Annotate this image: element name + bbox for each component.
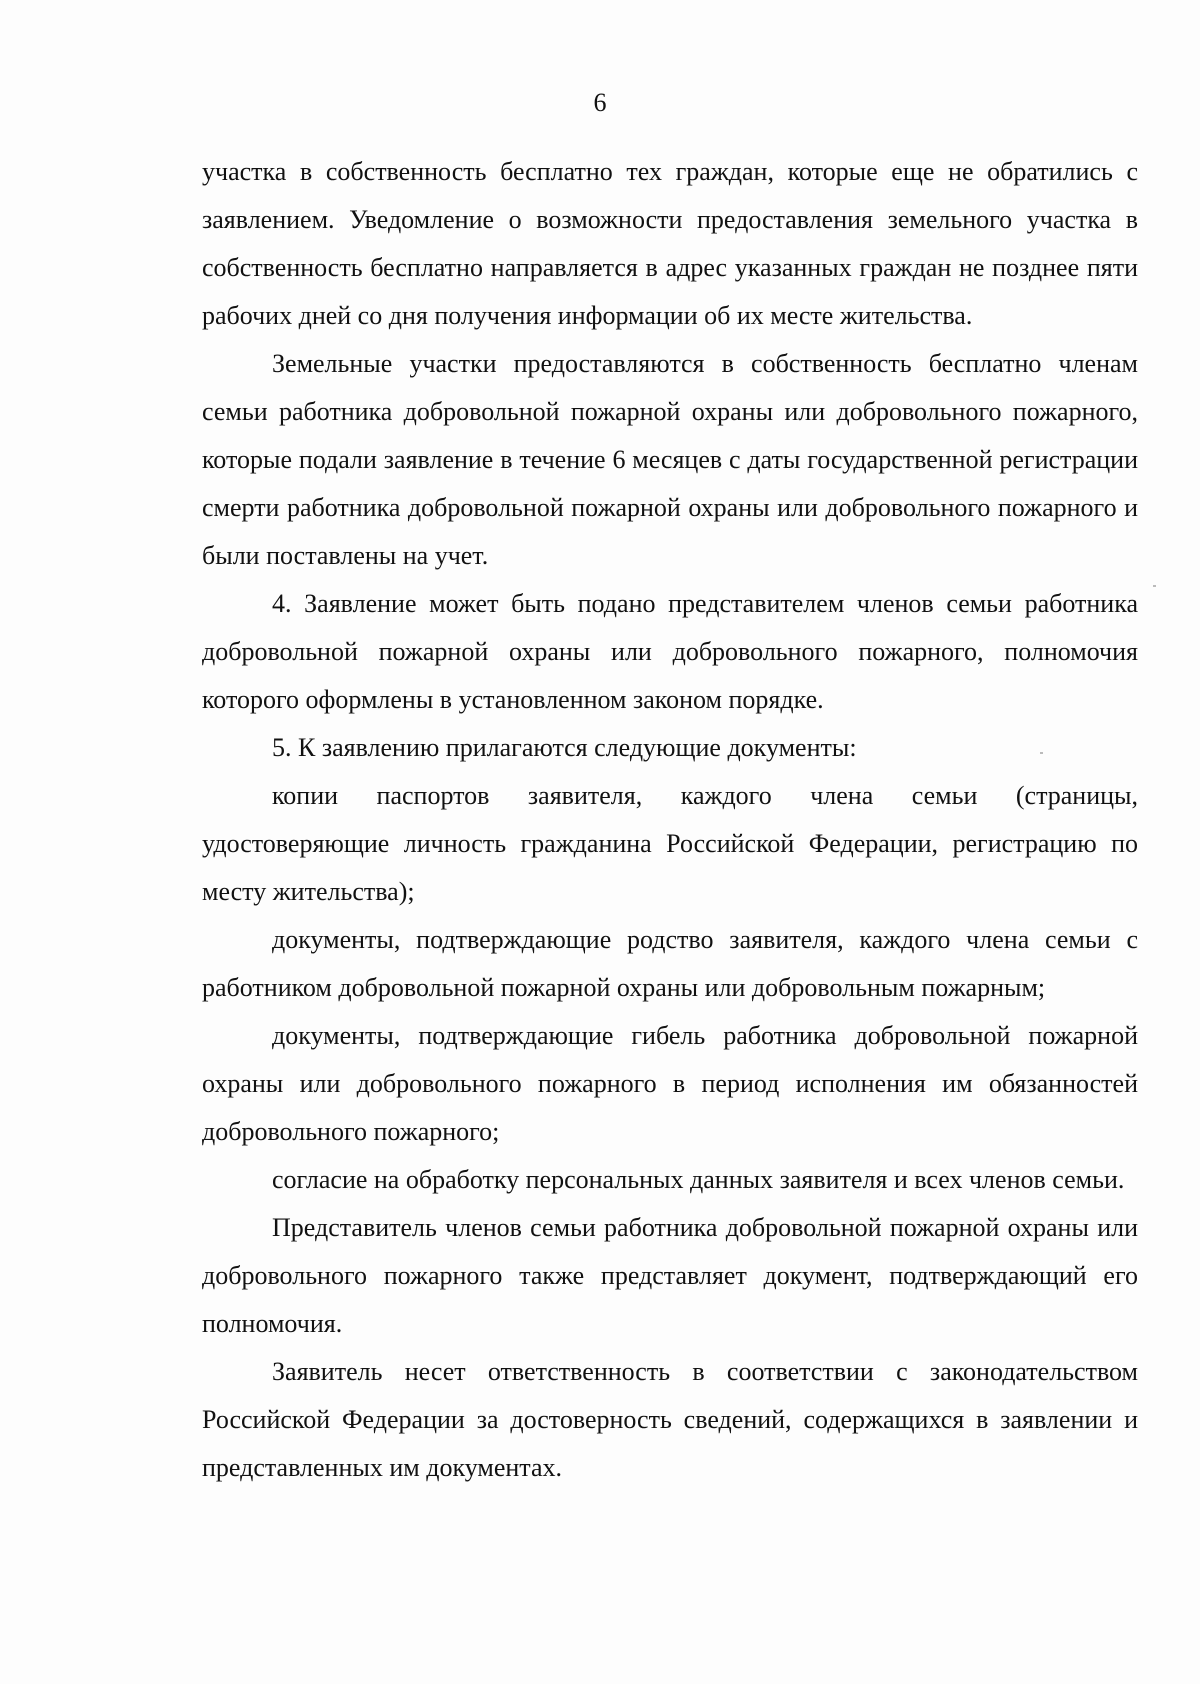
list-item-kinship-documents: документы, подтверждающие родство заявителя, каждого члена семьи с работником добровольной пожарной охраны или добровольным пожарным;: [202, 925, 1138, 1002]
page-number: 6: [593, 88, 607, 117]
paragraph-clause-4: 4. Заявление может быть подано представителем членов семьи работника добровольной пожарной охраны или добровольного пожарного, полномочия которого оформлены в установленном законом порядке.: [202, 589, 1138, 714]
paragraph-family-members: Земельные участки предоставляются в собственность бесплатно членам семьи работника добровольной пожарной охраны или добровольного пожарного, которые подали заявление в течение 6 месяцев с даты государственной регистрации смерти работника добровольной пожарной охраны или добровольного пожарного и были поставлены на учет.: [202, 349, 1138, 570]
list-item-passport-copies: копии паспортов заявителя, каждого члена семьи (страницы, удостоверяющие личность гражданина Российской Федерации, регистрацию по месту жительства);: [202, 781, 1138, 906]
scan-speck: [1040, 752, 1043, 754]
list-item-data-consent: согласие на обработку персональных данных заявителя и всех членов семьи.: [272, 1165, 1125, 1194]
paragraph-clause-5: 5. К заявлению прилагаются следующие документы:: [272, 733, 857, 762]
paragraph-representative: Представитель членов семьи работника добровольной пожарной охраны или добровольного пожарного также представляет документ, подтверждающий его полномочия.: [202, 1213, 1138, 1338]
list-item-death-documents: документы, подтверждающие гибель работника добровольной пожарной охраны или добровольного пожарного в период исполнения им обязанностей добровольного пожарного;: [202, 1021, 1138, 1146]
paragraph-responsibility: Заявитель несет ответственность в соответствии с законодательством Российской Федерации за достоверность сведений, содержащихся в заявлении и представленных им документах.: [202, 1357, 1138, 1482]
scan-speck: [1153, 585, 1156, 587]
paragraph-continuation: участка в собственность бесплатно тех граждан, которые еще не обратились с заявлением. Уведомление о возможности предоставления земельного участка в собственность бесплатно направляется в адрес указанных граждан не позднее пяти рабочих дней со дня получения информации об их месте жительства.: [202, 157, 1138, 330]
document-body: [202, 148, 1138, 1492]
